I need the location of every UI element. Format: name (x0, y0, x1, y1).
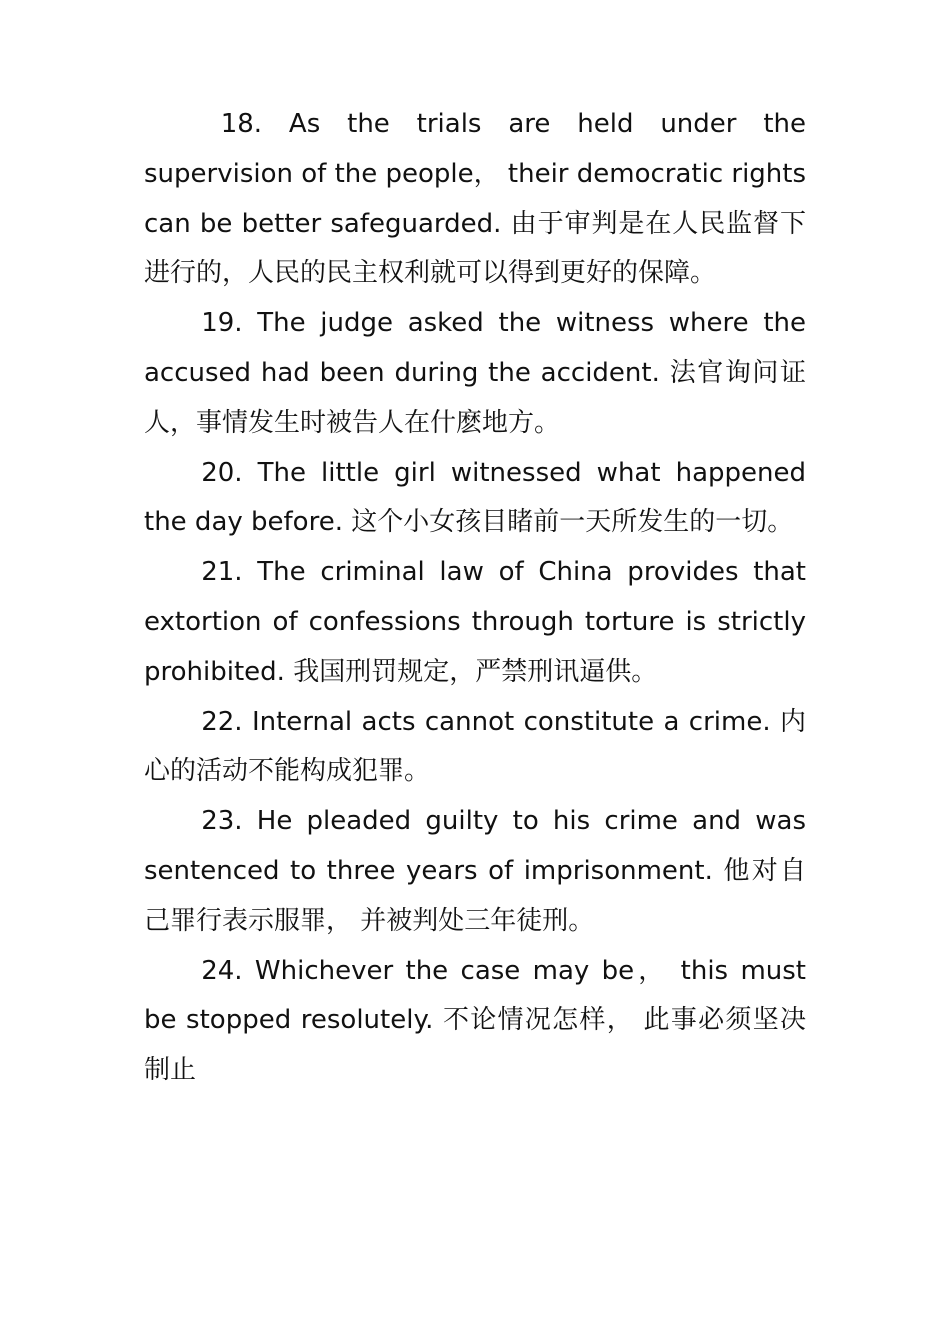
english-sentence: Internal acts cannot constitute a crime. (251, 706, 771, 737)
item-number: 20. (201, 457, 243, 488)
sentence-item-21 (144, 548, 806, 697)
english-sentence: The criminal law of China provides that extortion of confessions through torture is strictly prohibited. (144, 557, 807, 687)
document-page (144, 100, 806, 1096)
chinese-translation: 这个小女孩目睹前一天所发生的一切。 (351, 507, 794, 538)
chinese-translation: 他对自己罪行表示服罪， 并被判处三年徒刑。 (144, 855, 806, 936)
english-sentence: The little girl witnessed what happened the day before. (144, 457, 807, 538)
english-sentence: He pleaded guilty to his crime and was sentenced to three years of imprisonment. (144, 806, 807, 886)
sentence-item-20 (144, 449, 806, 549)
sentence-item-23 (144, 797, 806, 946)
chinese-translation: 我国刑罚规定，严禁刑讯逼供。 (293, 656, 658, 687)
english-sentence: The judge asked the witness where the accused had been during the accident. (144, 308, 807, 388)
item-number: 24. (201, 955, 243, 986)
item-number: 19. (201, 308, 243, 339)
english-sentence: Whichever the case may be， this must be stopped resolutely. (144, 955, 806, 1036)
chinese-translation: 由于审判是在人民监督下进行的，人民的民主权利就可以得到更好的保障。 (144, 208, 806, 289)
item-number: 23. (201, 806, 243, 837)
item-number: 22. (201, 706, 243, 737)
sentence-item-22 (144, 698, 806, 798)
sentence-item-24 (144, 947, 806, 1096)
english-sentence: As the trials are held under the supervision of the people， their democratic rights can be better safeguarded. (144, 109, 807, 239)
chinese-translation: 法官询问证人，事情发生时被告人在什麽地方。 (144, 357, 806, 438)
sentence-item-19 (144, 299, 806, 448)
chinese-translation: 内心的活动不能构成犯罪。 (144, 706, 806, 787)
item-number: 18. (220, 109, 263, 139)
sentence-item-18 (144, 100, 806, 299)
item-number: 21. (201, 557, 243, 588)
chinese-translation: 不论情况怎样， 此事必须坚决制止 (144, 1005, 807, 1086)
